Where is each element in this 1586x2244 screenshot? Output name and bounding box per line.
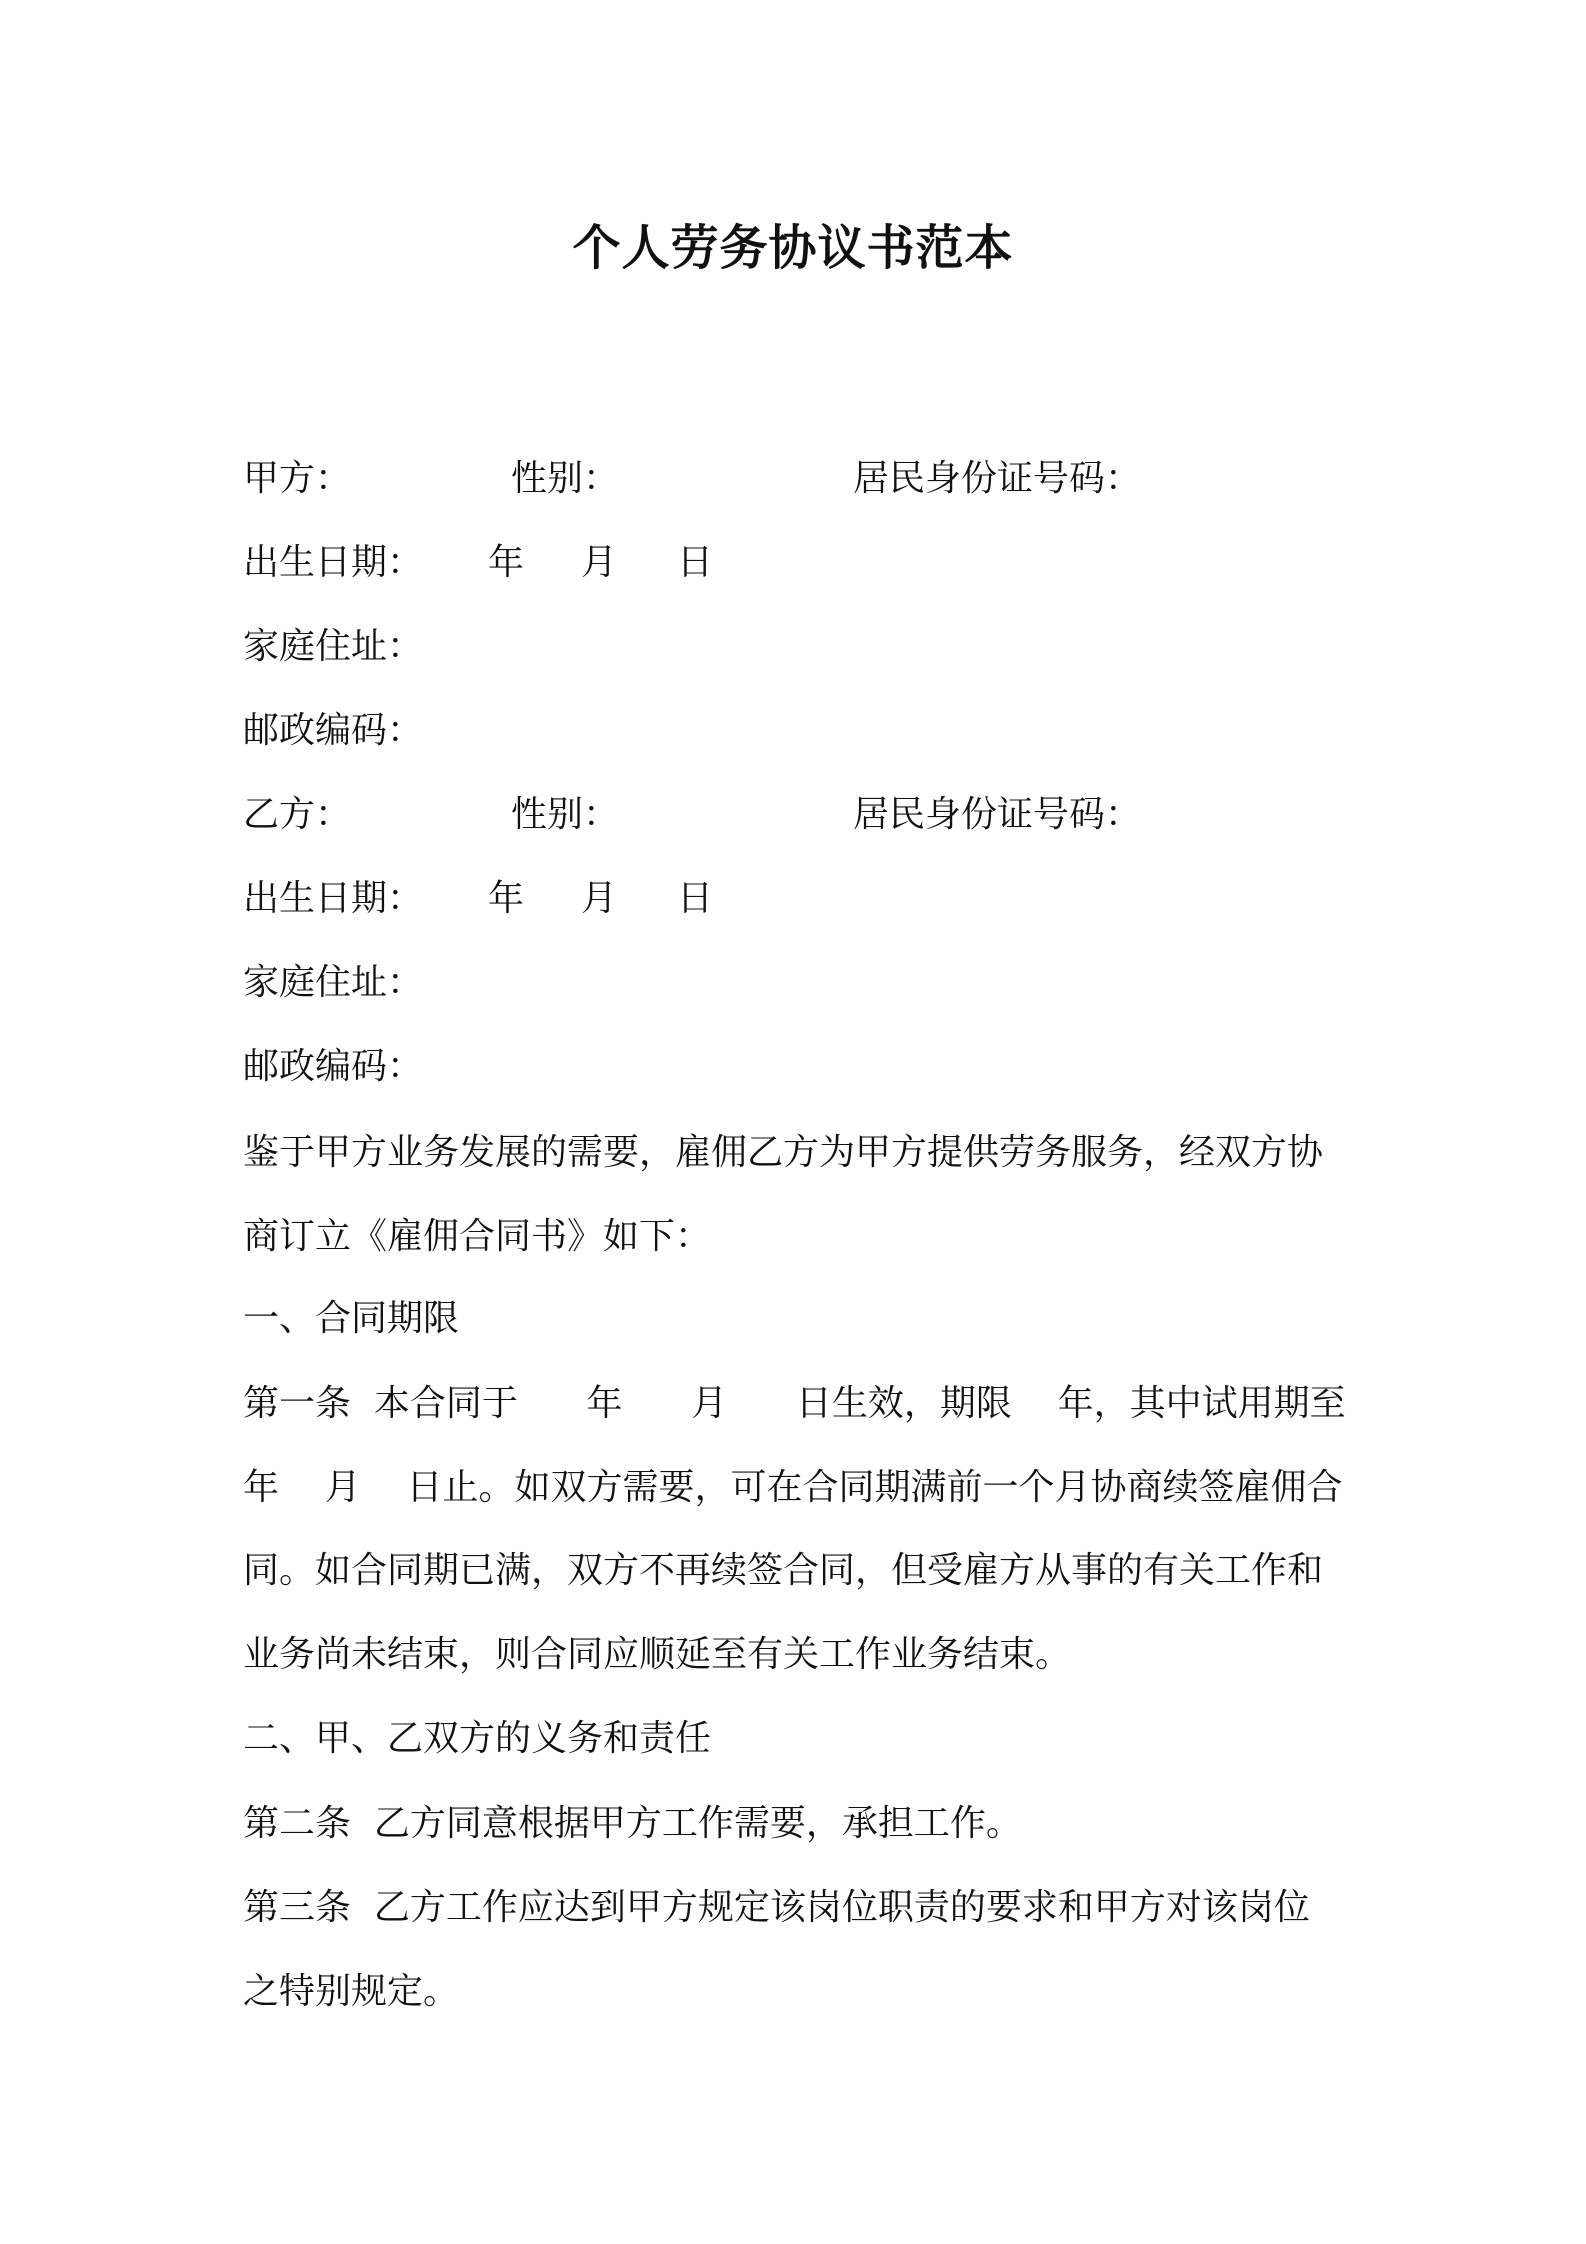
intro-line: 鉴于甲方业务发展的需要，雇佣乙方为甲方提供劳务服务，经双方协	[243, 1132, 1324, 1173]
intro-line: 商订立《雇佣合同书》如下：	[243, 1215, 712, 1257]
party-b-name-label: 乙方：	[243, 794, 352, 835]
party-b-birth-label: 出生日期：	[243, 878, 424, 919]
party-a-birth-day: 日	[677, 542, 714, 583]
party-a-birth-month: 月	[581, 542, 618, 583]
party-b-birth-row	[243, 875, 1363, 923]
article-3-paragraph	[243, 1866, 1363, 2033]
article-3-line: 之特别规定。	[243, 1970, 460, 2012]
party-a-row	[243, 455, 1363, 503]
section-2-heading: 二、甲、乙双方的义务和责任	[243, 1718, 712, 1759]
article-1-line: 第一条 本合同于 年 月 日生效，期限 年，其中试用期至	[243, 1383, 1346, 1424]
document-title: 个人劳务协议书范本	[572, 220, 1014, 276]
party-b-row	[243, 791, 1363, 839]
party-a-postcode-label: 邮政编码：	[243, 710, 424, 751]
article-2-paragraph	[243, 1782, 1363, 1866]
article-1-line: 业务尚未结束，则合同应顺延至有关工作业务结束。	[243, 1633, 1072, 1675]
party-a-birth-label: 出生日期：	[243, 542, 424, 583]
article-3-line: 第三条 乙方工作应达到甲方规定该岗位职责的要求和甲方对该岗位	[243, 1887, 1310, 1928]
party-b-address-label: 家庭住址：	[243, 962, 424, 1003]
intro-paragraph	[243, 1111, 1363, 1278]
party-b-gender-label: 性别：	[511, 794, 620, 835]
party-b-id-label: 居民身份证号码：	[853, 794, 1142, 835]
party-a-birth-row	[243, 539, 1363, 587]
party-b-birth-month: 月	[581, 878, 618, 919]
article-2-line: 第二条 乙方同意根据甲方工作需要，承担工作。	[243, 1803, 1022, 1844]
party-b-birth-year: 年	[488, 878, 525, 919]
article-1-paragraph	[243, 1362, 1363, 1696]
party-b-postcode-label: 邮政编码：	[243, 1046, 424, 1087]
article-1-line: 同。如合同期已满，双方不再续签合同，但受雇方从事的有关工作和	[243, 1550, 1324, 1591]
party-b-birth-day: 日	[677, 878, 714, 919]
article-1-line: 年 月 日止。如双方需要，可在合同期满前一个月协商续签雇佣合	[243, 1466, 1343, 1508]
party-a-name-label: 甲方：	[243, 458, 352, 499]
section-1-heading: 一、合同期限	[243, 1298, 460, 1339]
party-a-id-label: 居民身份证号码：	[853, 458, 1142, 499]
party-a-address-label: 家庭住址：	[243, 626, 424, 667]
party-a-gender-label: 性别：	[511, 458, 620, 499]
party-a-birth-year: 年	[488, 542, 525, 583]
